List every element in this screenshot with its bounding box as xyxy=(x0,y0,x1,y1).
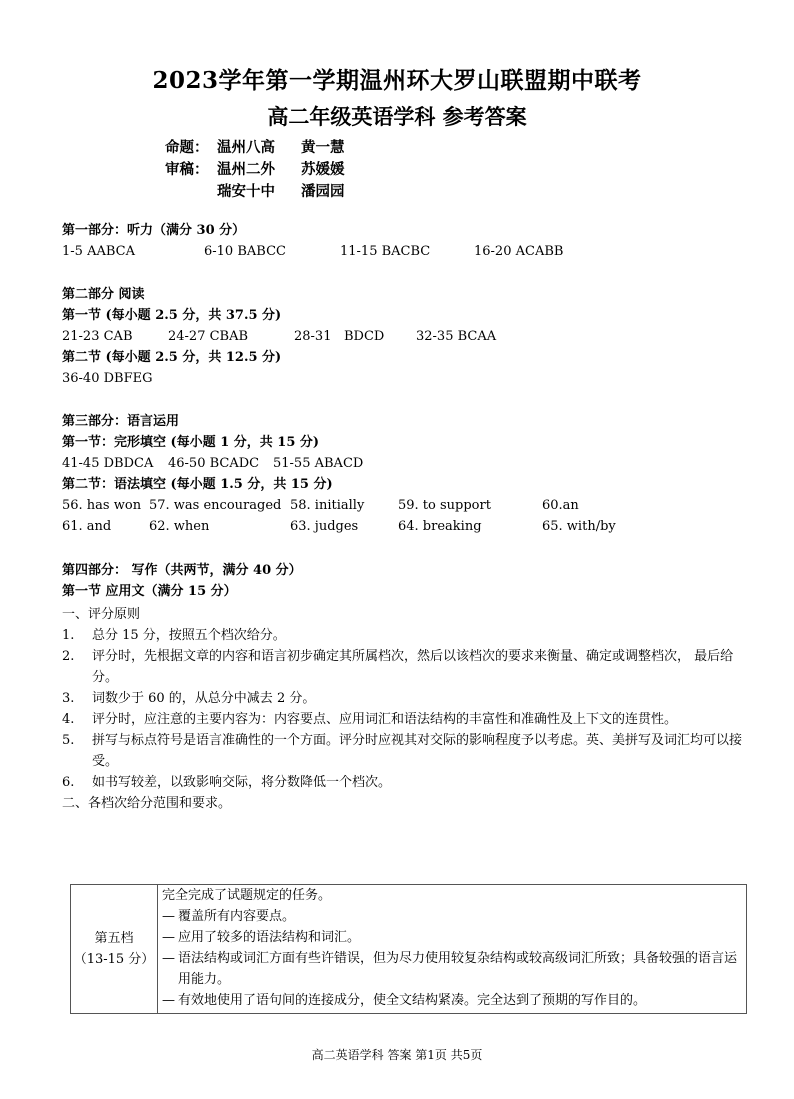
credits-block xyxy=(165,137,345,203)
credit-school: 温州二外 xyxy=(217,161,275,178)
rule-item xyxy=(62,646,742,688)
credit-row-author xyxy=(165,137,345,159)
grade-level-range: （13-15 分） xyxy=(73,952,155,967)
credit-label: 命题： xyxy=(165,139,209,156)
answer-group: 11-15 BACBC xyxy=(340,244,431,259)
rule-item xyxy=(62,709,742,730)
rule-number: 3. xyxy=(62,691,75,706)
scoring-principles xyxy=(62,604,742,814)
page-subtitle: 高二年级英语学科 参考答案 xyxy=(267,104,527,129)
rule-number: 5. xyxy=(62,733,75,748)
part2-section1-answers xyxy=(62,326,742,347)
grade-description-cell xyxy=(158,885,747,1014)
part2-heading: 第二部分 阅读 xyxy=(62,287,145,302)
dash-mark: — xyxy=(162,993,175,1008)
part4-section1-heading: 第一节 应用文（满分 15 分） xyxy=(62,584,237,599)
grammar-answer: 60.an xyxy=(542,498,579,513)
answer-group: 1-5 AABCA xyxy=(62,244,135,259)
credit-row-reviewer xyxy=(165,159,345,181)
grammar-answer: 59. to support xyxy=(398,498,491,513)
grammar-answer: 61. and xyxy=(62,519,112,534)
credit-person: 黄一慧 xyxy=(301,139,345,156)
dash-mark: — xyxy=(162,951,175,966)
answer-group: BDCD xyxy=(344,329,385,344)
answer-group: 51-55 ABACD xyxy=(273,456,364,471)
credit-school: 瑞安十中 xyxy=(217,183,275,200)
answer-group: 6-10 BABCC xyxy=(204,244,286,259)
grammar-answer: 63. judges xyxy=(290,519,359,534)
rule-text: 拼写与标点符号是语言准确性的一个方面。评分时应视其对交际的影响程度予以考虑。英、美拼写及词汇均可以接受。 xyxy=(92,733,743,769)
grade-point xyxy=(162,906,742,927)
part3-section1-answers xyxy=(62,453,742,474)
rule-number: 1. xyxy=(62,628,75,643)
answer-group: 24-27 CBAB xyxy=(168,329,249,344)
answer-group: 36-40 DBFEG xyxy=(62,371,153,386)
rule-number: 4. xyxy=(62,712,75,727)
rule-text: 评分时，先根据文章的内容和语言初步确定其所属档次，然后以该档次的要求来衡量、确定或调整档次， 最后给分。 xyxy=(92,649,734,685)
answer-group: 28-31 xyxy=(294,329,332,344)
credit-school: 温州八高 xyxy=(217,139,275,156)
grade-level-name: 第五档 xyxy=(94,931,134,946)
grade-point-text: 应用了较多的语法结构和词汇。 xyxy=(178,930,361,945)
credit-label: 审稿： xyxy=(165,161,209,178)
part2-section2-answers xyxy=(62,368,742,389)
grade-point-text: 语法结构或词汇方面有些许错误，但为尽力使用较复杂结构或较高级词汇所致；具备较强的语言运用能力。 xyxy=(178,951,738,987)
credit-row-reviewer-2 xyxy=(165,181,345,203)
rule-number: 6. xyxy=(62,775,75,790)
rule-item xyxy=(62,772,742,793)
grammar-answer: 56. has won xyxy=(62,498,142,513)
grade-intro: 完全完成了试题规定的任务。 xyxy=(162,888,332,903)
answer-group: 46-50 BCADC xyxy=(168,456,260,471)
grade-level-cell xyxy=(71,885,158,1014)
part1-answers xyxy=(62,241,742,262)
part3-section2-row1 xyxy=(62,495,742,516)
page-footer: 高二英语学科 答案 第1页 共5页 xyxy=(311,1048,483,1062)
ranges-heading: 二、各档次给分范围和要求。 xyxy=(62,796,232,811)
part4-heading: 第四部分： 写作（共两节，满分 40 分） xyxy=(62,563,302,578)
part3-heading: 第三部分：语言运用 xyxy=(62,414,180,429)
answer-group: 32-35 BCAA xyxy=(416,329,497,344)
dash-mark: — xyxy=(162,909,175,924)
grade-point-text: 覆盖所有内容要点。 xyxy=(178,909,296,924)
part4-writing xyxy=(62,560,742,602)
answer-group: 41-45 DBDCA xyxy=(62,456,154,471)
part2-section2-heading: 第二节 (每小题 2.5 分，共 12.5 分) xyxy=(62,350,282,365)
grammar-answer: 64. breaking xyxy=(398,519,482,534)
grade-point-text: 有效地使用了语句间的连接成分，使全文结构紧凑。完全达到了预期的写作目的。 xyxy=(178,993,647,1008)
grade-point xyxy=(162,927,742,948)
rule-text: 总分 15 分，按照五个档次给分。 xyxy=(92,628,286,643)
credit-person: 苏媛媛 xyxy=(301,161,345,178)
grade-point xyxy=(162,990,742,1011)
page-title: 2023学年第一学期温州环大罗山联盟期中联考 xyxy=(152,67,642,94)
answer-group: 21-23 CAB xyxy=(62,329,133,344)
part2-reading xyxy=(62,284,742,389)
part1-heading: 第一部分：听力（满分 30 分） xyxy=(62,223,246,238)
credit-person: 潘园园 xyxy=(301,183,345,200)
rule-number: 2. xyxy=(62,649,75,664)
part1-listening xyxy=(62,220,742,262)
part3-language-use xyxy=(62,411,742,537)
rule-item xyxy=(62,625,742,646)
part3-section1-heading: 第一节：完形填空 (每小题 1 分，共 15 分) xyxy=(62,435,320,450)
rule-text: 词数少于 60 的，从总分中减去 2 分。 xyxy=(92,691,316,706)
grammar-answer: 65. with/by xyxy=(542,519,616,534)
grammar-answer: 57. was encouraged xyxy=(149,498,282,513)
dash-mark: — xyxy=(162,930,175,945)
rule-text: 评分时，应注意的主要内容为：内容要点、应用词汇和语法结构的丰富性和准确性及上下文的连贯性。 xyxy=(92,712,678,727)
part2-section1-heading: 第一节 (每小题 2.5 分，共 37.5 分) xyxy=(62,308,282,323)
part3-section2-row2 xyxy=(62,516,742,537)
grammar-answer: 62. when xyxy=(149,519,210,534)
grade-row xyxy=(71,885,747,1014)
grade-table xyxy=(70,884,747,1014)
grammar-answer: 58. initially xyxy=(290,498,365,513)
grade-point xyxy=(162,948,742,990)
rule-text: 如书写较差，以致影响交际，将分数降低一个档次。 xyxy=(92,775,392,790)
answer-group: 16-20 ACABB xyxy=(474,244,564,259)
principles-heading: 一、评分原则 xyxy=(62,607,141,622)
part3-section2-heading: 第二节：语法填空 (每小题 1.5 分，共 15 分) xyxy=(62,477,333,492)
rule-item xyxy=(62,688,742,709)
rule-item xyxy=(62,730,742,772)
